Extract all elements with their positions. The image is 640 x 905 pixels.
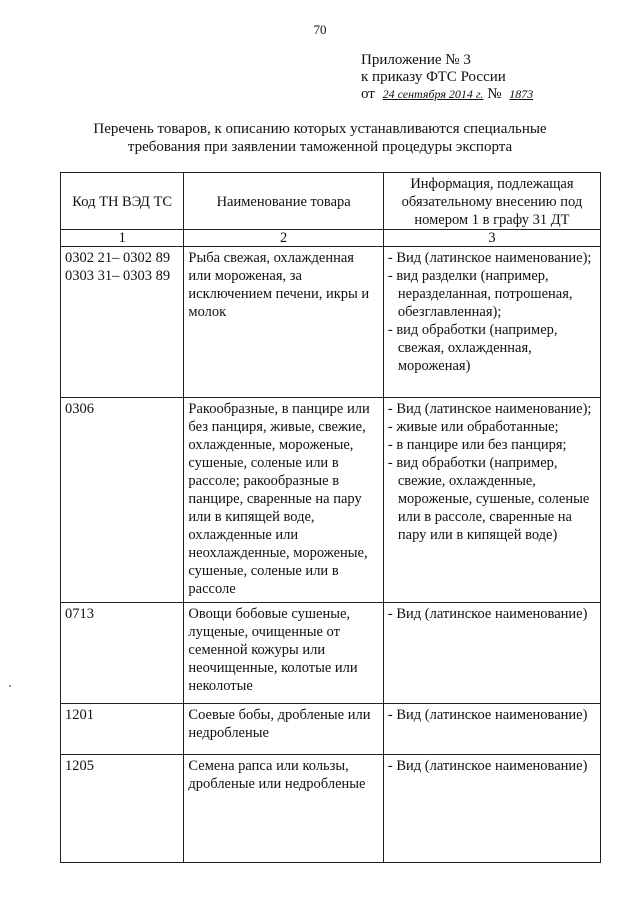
code-value: 1201 bbox=[65, 707, 94, 723]
code-value: 0302 21– 0302 89 bbox=[65, 250, 171, 266]
appendix-order-ref: к приказу ФТС России bbox=[361, 69, 506, 85]
table-row bbox=[61, 704, 601, 755]
title-line-1: Перечень товаров, к описанию которых устанавливаются специальные bbox=[93, 121, 547, 137]
document-title bbox=[60, 120, 580, 156]
appendix-from-label: от bbox=[361, 86, 375, 102]
column-number-2: 2 bbox=[184, 230, 383, 247]
column-number-3: 3 bbox=[383, 230, 600, 247]
name-cell: Овощи бобовые сушеные, лущеные, очищенные от семенной кожуры или неочищенные, колотые или неколотые bbox=[184, 603, 383, 704]
info-item: - вид обработки (например, свежие, охлажденные, мороженые, сушеные, соленые или в рассоле, сваренные на пару или в кипящей воде) bbox=[387, 455, 590, 543]
code-cell bbox=[61, 398, 184, 603]
code-value: 0303 31– 0303 89 bbox=[65, 268, 171, 284]
header-info: Информация, подлежащая обязательному внесению под номером 1 в графу 31 ДТ bbox=[383, 173, 600, 230]
code-cell bbox=[61, 704, 184, 755]
scan-mark bbox=[9, 685, 11, 687]
info-cell bbox=[383, 398, 600, 603]
info-item: - живые или обработанные; bbox=[387, 419, 559, 435]
table-row bbox=[61, 603, 601, 704]
table-row bbox=[61, 247, 601, 398]
code-cell bbox=[61, 247, 184, 398]
info-item: - в панцире или без панциря; bbox=[387, 437, 567, 453]
info-item: - Вид (латинское наименование); bbox=[387, 250, 592, 266]
header-name: Наименование товара bbox=[184, 173, 383, 230]
header-code: Код ТН ВЭД ТС bbox=[61, 173, 184, 230]
code-value: 1205 bbox=[65, 758, 94, 774]
appendix-date: 24 сентября 2014 г. bbox=[382, 87, 484, 101]
info-item: - вид обработки (например, свежая, охлажденная, мороженая) bbox=[387, 322, 558, 374]
name-cell: Рыба свежая, охлажденная или мороженая, за исключением печени, икры и молок bbox=[184, 247, 383, 398]
name-cell: Семена рапса или кользы, дробленые или недробленые bbox=[184, 755, 383, 863]
column-number-row bbox=[61, 230, 601, 247]
info-item: - Вид (латинское наименование) bbox=[387, 758, 588, 774]
info-item: - вид разделки (например, неразделанная, потрошеная, обезглавленная); bbox=[387, 268, 573, 320]
page-number: 70 bbox=[313, 22, 327, 37]
code-value: 0306 bbox=[65, 401, 94, 417]
appendix-block bbox=[361, 52, 533, 103]
code-cell bbox=[61, 755, 184, 863]
goods-table bbox=[60, 172, 601, 863]
code-value: 0713 bbox=[65, 606, 94, 622]
code-cell bbox=[61, 603, 184, 704]
info-cell bbox=[383, 603, 600, 704]
column-number-1: 1 bbox=[61, 230, 184, 247]
info-cell bbox=[383, 704, 600, 755]
title-line-2: требования при заявлении таможенной процедуры экспорта bbox=[127, 139, 513, 155]
table-row bbox=[61, 398, 601, 603]
appendix-date-line bbox=[361, 86, 533, 103]
table-row bbox=[61, 755, 601, 863]
info-item: - Вид (латинское наименование) bbox=[387, 606, 588, 622]
appendix-title: Приложение № 3 bbox=[361, 52, 471, 68]
appendix-number: 1873 bbox=[509, 87, 534, 101]
table-header-row bbox=[61, 173, 601, 230]
info-cell bbox=[383, 247, 600, 398]
appendix-number-label: № bbox=[487, 86, 502, 102]
name-cell: Соевые бобы, дробленые или недробленые bbox=[184, 704, 383, 755]
info-item: - Вид (латинское наименование); bbox=[387, 401, 592, 417]
name-cell: Ракообразные, в панцире или без панциря, живые, свежие, охлажденные, мороженые, сушеные, соленые или в рассоле; ракообразные в панцире, сваренные на пару или в кипящей воде, охлажденные или неохлажденные, мороженые, сушеные, соленые или в рассоле bbox=[184, 398, 383, 603]
info-cell bbox=[383, 755, 600, 863]
info-item: - Вид (латинское наименование) bbox=[387, 707, 588, 723]
